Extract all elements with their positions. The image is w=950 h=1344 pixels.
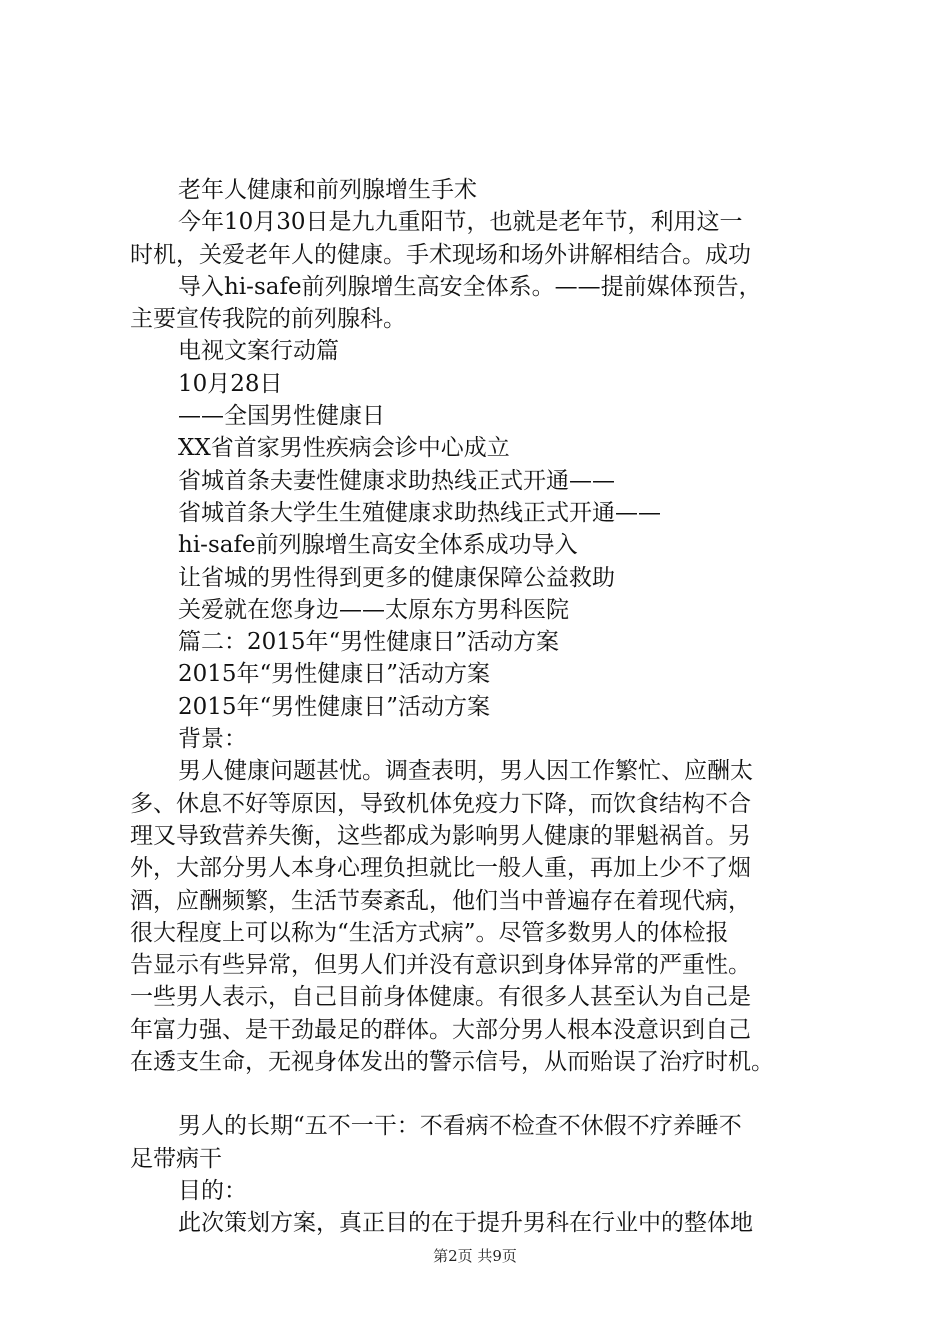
page-footer: 第2页 共9页 [433, 1247, 517, 1265]
paragraph-line: 外，大部分男人本身心理负担就比一般人重，再加上少不了烟 [130, 855, 751, 882]
section-title: 2015年“男性健康日”活动方案 [178, 693, 491, 720]
paragraph-line: XX省首家男性疾病会诊中心成立 [178, 435, 510, 462]
paragraph-line: 足带病干 [130, 1145, 222, 1172]
paragraph-line: 男人健康问题甚忧。调查表明，男人因工作繁忙、应酬太 [178, 758, 753, 785]
paragraph-line: 省城首条夫妻性健康求助热线正式开通—— [178, 467, 615, 494]
paragraph-line: 主要宣传我院的前列腺科。 [130, 306, 406, 333]
paragraph-line: 酒，应酬频繁，生活节奏紊乱，他们当中普遍存在着现代病， [130, 887, 751, 914]
section-title: 2015年“男性健康日”活动方案 [178, 661, 491, 688]
paragraph-line: 一些男人表示，自己目前身体健康。有很多人甚至认为自己是 [130, 984, 751, 1011]
section-title: 电视文案行动篇 [178, 338, 339, 365]
paragraph-line: 理又导致营养失衡，这些都成为影响男人健康的罪魁祸首。另 [130, 822, 751, 849]
section-heading: 目的： [178, 1177, 247, 1204]
paragraph-line: 在透支生命，无视身体发出的警示信号，从而贻误了治疗时机。 [130, 1049, 774, 1076]
paragraph-line: 省城首条大学生生殖健康求助热线正式开通—— [178, 499, 661, 526]
section-title: 老年人健康和前列腺增生手术 [178, 177, 477, 203]
paragraph-line: 告显示有些异常，但男人们并没有意识到身体异常的严重性。 [130, 952, 751, 979]
paragraph-line: 多、休息不好等原因，导致机体免疫力下降，而饮食结构不合 [130, 790, 751, 817]
paragraph-line: 关爱就在您身边——太原东方男科医院 [178, 596, 569, 623]
paragraph-line: 年富力强、是干劲最足的群体。大部分男人根本没意识到自己 [130, 1016, 751, 1043]
paragraph-line: 男人的长期“五不一干：不看病不检查不休假不疗养睡不 [178, 1113, 742, 1140]
document-body [130, 174, 840, 1240]
section-title: 篇二：2015年“男性健康日”活动方案 [178, 629, 560, 656]
paragraph-line: ——全国男性健康日 [178, 403, 385, 430]
paragraph-line: 时机，关爱老年人的健康。手术现场和场外讲解相结合。成功 [130, 241, 751, 268]
paragraph-line: 10月28日 [178, 370, 283, 397]
paragraph-line: 此次策划方案，真正目的在于提升男科在行业中的整体地 [178, 1210, 753, 1237]
paragraph-gap [130, 1078, 840, 1110]
paragraph-line: 让省城的男性得到更多的健康保障公益救助 [178, 564, 615, 591]
paragraph-line: hi-safe前列腺增生高安全体系成功导入 [178, 532, 578, 559]
paragraph-line: 很大程度上可以称为“生活方式病”。尽管多数男人的体检报 [130, 919, 729, 946]
paragraph-line: 今年10月30日是九九重阳节，也就是老年节，利用这一 [178, 209, 743, 236]
section-heading: 背景： [178, 726, 247, 753]
paragraph-line: 导入hi-safe前列腺增生高安全体系。——提前媒体预告， [178, 273, 762, 300]
